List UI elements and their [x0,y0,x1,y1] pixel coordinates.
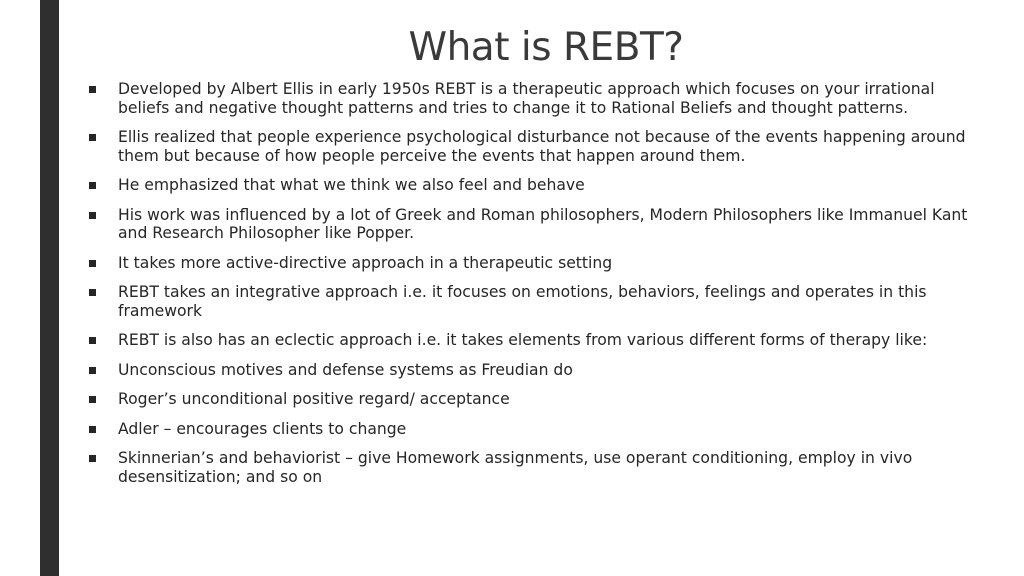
left-accent-bar [40,0,59,576]
bullet-item [84,449,989,486]
bullet-item [84,176,989,195]
square-bullet-icon [89,396,96,403]
square-bullet-icon [89,455,96,462]
bullet-list [84,80,989,497]
square-bullet-icon [89,134,96,141]
bullet-text: He emphasized that what we think we also feel and behave [118,176,585,194]
slide-title: What is REBT? [408,25,684,70]
bullet-text: Ellis realized that people experience psychological disturbance not because of the events happening around them but because of how people perceive the events that happen around them. [118,128,966,165]
bullet-text: Skinnerian’s and behaviorist – give Homework assignments, use operant conditioning, employ in vivo desensitization; and so on [118,449,913,486]
bullet-text: Adler – encourages clients to change [118,419,407,438]
square-bullet-icon [89,86,96,93]
bullet-text: His work was influenced by a lot of Greek and Roman philosophers, Modern Philosophers like Immanuel Kant and Research Philosopher like Popper. [118,205,968,242]
bullet-item [84,390,989,409]
bullet-text: Unconscious motives and defense systems as Freudian do [118,360,573,379]
square-bullet-icon [89,212,96,219]
bullet-text: Roger’s unconditional positive regard/ acceptance [118,390,510,408]
square-bullet-icon [89,426,96,433]
bullet-item [84,128,989,165]
bullet-item [84,254,989,273]
square-bullet-icon [89,367,96,374]
bullet-item [84,420,989,439]
square-bullet-icon [89,289,96,296]
square-bullet-icon [89,182,96,189]
bullet-text: REBT is also has an eclectic approach i.e. it takes elements from various different forms of therapy like: [118,331,928,349]
bullet-text: It takes more active-directive approach in a therapeutic setting [118,253,613,272]
square-bullet-icon [89,337,96,344]
bullet-item [84,80,989,117]
bullet-item [84,283,989,320]
bullet-item [84,206,989,243]
bullet-item [84,331,989,350]
bullet-text: Developed by Albert Ellis in early 1950s REBT is a therapeutic approach which focuses on your irrational beliefs and negative thought patterns and tries to change it to Rational Beliefs and thought patterns. [118,80,935,117]
bullet-text: REBT takes an integrative approach i.e. it focuses on emotions, behaviors, feelings and operates in this framework [118,283,927,320]
square-bullet-icon [89,260,96,267]
bullet-item [84,361,989,380]
